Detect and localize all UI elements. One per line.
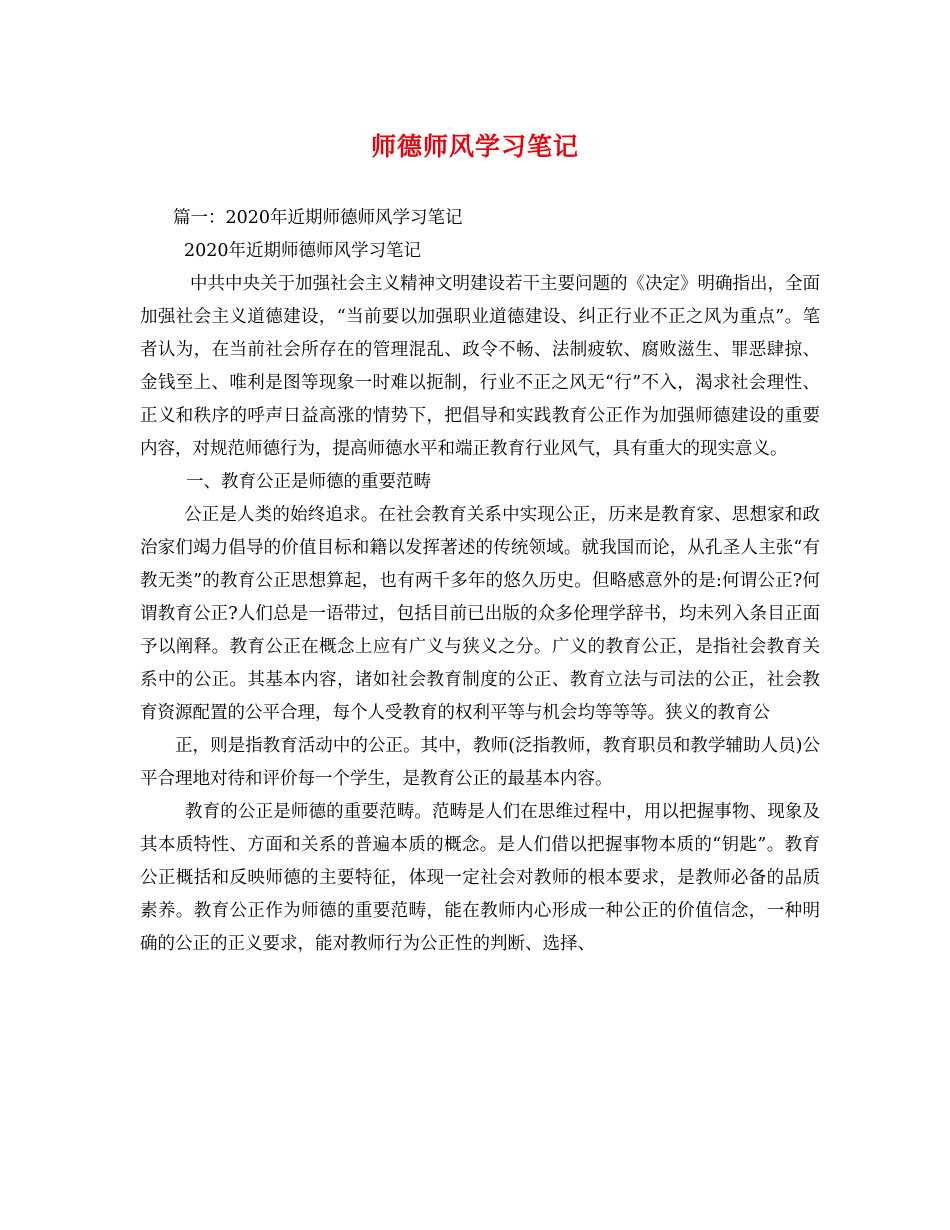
- paragraph-intro: 中共中央关于加强社会主义精神文明建设若干主要问题的《决定》明确指出，全面加强社会主义道德建设，“当前要以加强职业道德建设、纠正行业不正之风为重点”。笔者认为，在当前社会所存在的管理混乱、政令不畅、法制疲软、腐败滋生、罪恶肆掠、金钱至上、唯利是图等现象一时难以扼制，行业不正之风无“行”不入，渴求社会理性、正义和秩序的呼声日益高涨的情势下，把倡导和实践教育公正作为加强师德建设的重要内容，对规范师德行为，提高师德水平和端正教育行业风气，具有重大的现实意义。: [140, 274, 820, 459]
- sub-heading: 2020年近期师德师风学习笔记: [184, 241, 422, 261]
- paragraph-continuation: 正，则是指教育活动中的公正。其中，教师(泛指教师，教育职员和教学辅助人员)公平合理地对待和评价每一个学生，是教育公正的最基本内容。: [140, 736, 820, 789]
- paragraph-category: 教育的公正是师德的重要范畴。范畴是人们在思维过程中，用以把握事物、现象及其本质特性、方面和关系的普遍本质的概念。是人们借以把握事物本质的“钥匙”。教育公正概括和反映师德的主要特征，体现一定社会对教师的根本要求，是教师必备的品质素养。教育公正作为师德的重要范畴，能在教师内心形成一种公正的价值信念，一种明确的公正的正义要求，能对教师行为公正性的判断、选择、: [140, 802, 820, 954]
- document-body: [140, 202, 820, 961]
- paragraph-justice: 公正是人类的始终追求。在社会教育关系中实现公正，历来是教育家、思想家和政治家们竭力倡导的价值目标和籍以发挥著述的传统领域。就我国而论，从孔圣人主张“有教无类”的教育公正思想算起，也有两千多年的悠久历史。但略感意外的是:何谓公正?何谓教育公正?人们总是一语带过，包括目前已出版的众多伦理学辞书，均未列入条目正面予以阐释。教育公正在概念上应有广义与狭义之分。广义的教育公正，是指社会教育关系中的公正。其基本内容，诸如社会教育制度的公正、教育立法与司法的公正，社会教育资源配置的公平合理，每个人受教育的权利平等与机会均等等等。狭义的教育公: [140, 505, 820, 723]
- chapter-heading: 篇一：2020年近期师德师风学习笔记: [173, 208, 463, 228]
- document-title: 师德师风学习笔记: [370, 132, 579, 161]
- section-heading: 一、教育公正是师德的重要范畴: [186, 472, 431, 492]
